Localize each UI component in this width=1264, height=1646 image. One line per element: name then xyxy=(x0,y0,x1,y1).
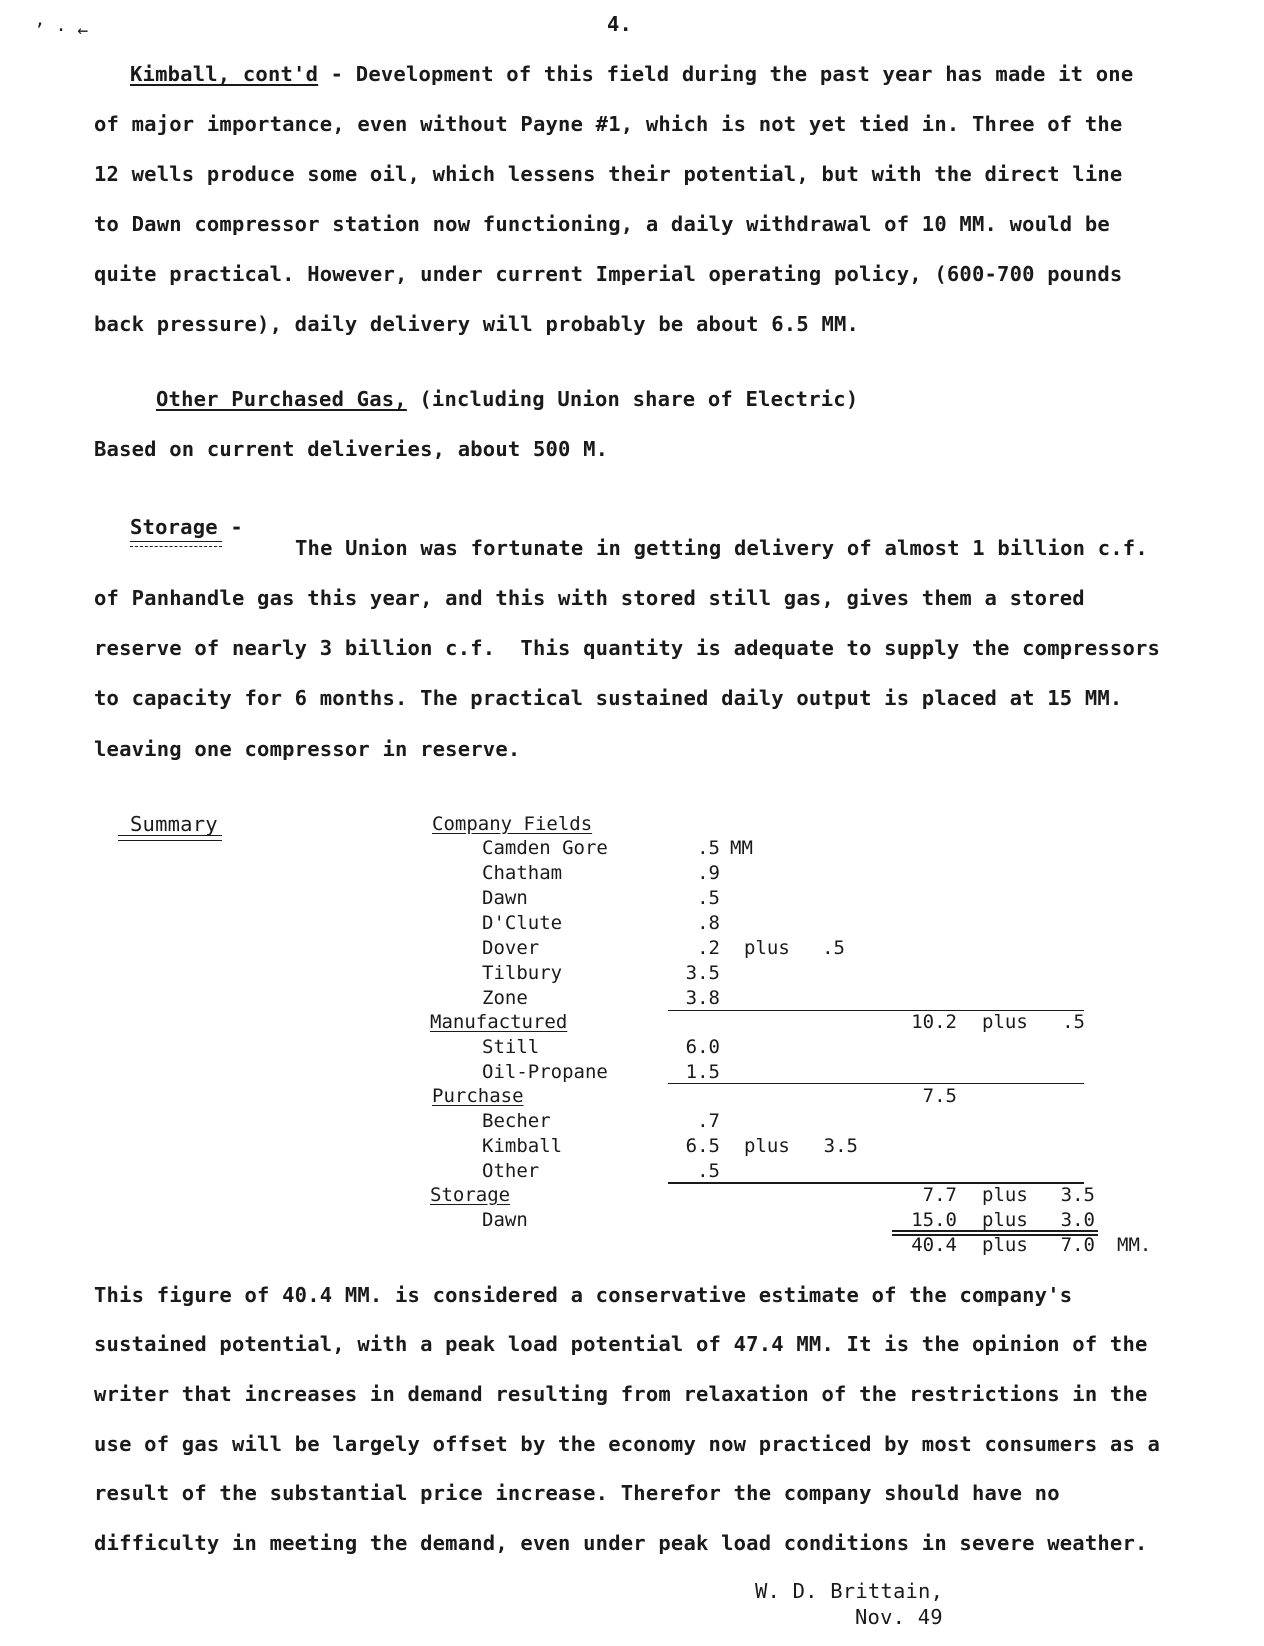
subtotal-plus: plus xyxy=(982,1011,1028,1033)
total-extra: 7.0 xyxy=(1060,1234,1095,1256)
subtotal-value: 7.5 xyxy=(922,1085,957,1107)
other-purchased-line-2: Based on current deliveries, about 500 M. xyxy=(94,437,609,461)
item-name: D'Clute xyxy=(482,912,563,934)
item-extra: .5 xyxy=(822,937,845,959)
item-value: 6.5 xyxy=(685,1135,720,1157)
item-value: .7 xyxy=(697,1110,720,1132)
summary-label: Summary xyxy=(130,812,218,836)
subtotal-value: 15.0 xyxy=(911,1209,957,1231)
total-rule-1 xyxy=(892,1230,1098,1232)
kimball-line-3: 12 wells produce some oil, which lessens their potential, but with the direct line xyxy=(94,162,1123,186)
signature-date: Nov. 49 xyxy=(855,1605,943,1629)
item-value: .9 xyxy=(697,862,720,884)
subtotal-rule xyxy=(668,1083,1084,1084)
storage-line-3: reserve of nearly 3 billion c.f. This quantity is adequate to supply the compressors xyxy=(94,636,1161,660)
conclusion-line-6: difficulty in meeting the demand, even under peak load conditions in severe weather. xyxy=(94,1531,1148,1555)
total-plus: plus xyxy=(982,1234,1028,1256)
subtotal-extra: 3.0 xyxy=(1060,1209,1095,1231)
group-purchase: Purchase xyxy=(432,1085,524,1107)
storage-dash: - xyxy=(217,515,243,539)
storage-line-2: of Panhandle gas this year, and this with stored still gas, gives them a stored xyxy=(94,586,1085,610)
item-value: 1.5 xyxy=(685,1061,720,1083)
item-plus: plus xyxy=(744,937,790,959)
kimball-heading: Kimball, cont'd xyxy=(130,62,319,86)
other-purchased-heading: Other Purchased Gas, xyxy=(156,387,407,411)
other-purchased-line xyxy=(156,387,858,411)
subtotal-extra: .5 xyxy=(1062,1011,1085,1033)
item-plus: plus xyxy=(744,1135,790,1157)
kimball-first-line xyxy=(130,62,1133,86)
conclusion-line-3: writer that increases in demand resulting from relaxation of the restrictions in the xyxy=(94,1382,1148,1406)
item-name: Becher xyxy=(482,1110,551,1132)
storage-heading-line xyxy=(130,515,243,539)
summary-underline-2 xyxy=(118,840,222,841)
item-value: 3.5 xyxy=(685,962,720,984)
total-value: 40.4 xyxy=(911,1234,957,1256)
group-storage: Storage xyxy=(430,1184,511,1206)
margin-marks: ’ · ← xyxy=(34,20,89,41)
conclusion-line-5: result of the substantial price increase. Therefor the company should have no xyxy=(94,1481,1060,1505)
item-name: Camden Gore xyxy=(482,837,608,859)
item-name: Dover xyxy=(482,937,540,959)
kimball-dash: - xyxy=(318,62,356,86)
summary-underline-1 xyxy=(118,835,222,836)
item-name: Zone xyxy=(482,987,528,1009)
group-manufactured: Manufactured xyxy=(430,1011,568,1033)
item-name: Dawn xyxy=(482,887,528,909)
item-name: Dawn xyxy=(482,1209,528,1231)
subtotal-plus: plus xyxy=(982,1184,1028,1206)
conclusion-line-2: sustained potential, with a peak load potential of 47.4 MM. It is the opinion of the xyxy=(94,1332,1148,1356)
signature-name: W. D. Brittain, xyxy=(755,1579,944,1603)
subtotal-value: 10.2 xyxy=(911,1011,957,1033)
subtotal-value: 7.7 xyxy=(922,1184,957,1206)
page-number: 4. xyxy=(607,12,633,36)
storage-heading-underline xyxy=(130,541,222,542)
group-company-fields: Company Fields xyxy=(432,813,593,835)
conclusion-line-1: This figure of 40.4 MM. is considered a conservative estimate of the company's xyxy=(94,1283,1073,1307)
item-extra: 3.5 xyxy=(823,1135,858,1157)
item-value: .5 xyxy=(697,837,720,859)
item-name: Other xyxy=(482,1160,540,1182)
item-value: .2 xyxy=(697,937,720,959)
storage-line-4: to capacity for 6 months. The practical sustained daily output is placed at 15 MM. xyxy=(94,686,1123,710)
item-value: .8 xyxy=(697,912,720,934)
item-value: .5 xyxy=(697,1160,720,1182)
subtotal-extra: 3.5 xyxy=(1060,1184,1095,1206)
item-unit: MM xyxy=(730,837,753,859)
other-purchased-rest: (including Union share of Electric) xyxy=(406,387,859,411)
kimball-line-5: quite practical. However, under current Imperial operating policy, (600-700 pounds xyxy=(94,262,1123,286)
item-name: Oil-Propane xyxy=(482,1061,608,1083)
item-name: Still xyxy=(482,1036,540,1058)
storage-heading: Storage xyxy=(130,515,218,539)
item-name: Chatham xyxy=(482,862,563,884)
kimball-line-1: Development of this field during the past year has made it one xyxy=(355,62,1134,86)
item-name: Tilbury xyxy=(482,962,563,984)
storage-heading-underline-2 xyxy=(130,546,222,547)
conclusion-line-4: use of gas will be largely offset by the economy now practiced by most consumers as a xyxy=(94,1432,1161,1456)
item-value: .5 xyxy=(697,887,720,909)
storage-line-1: The Union was fortunate in getting delivery of almost 1 billion c.f. xyxy=(295,536,1148,560)
kimball-line-6: back pressure), daily delivery will probably be about 6.5 MM. xyxy=(94,312,860,336)
total-unit: MM. xyxy=(1117,1234,1152,1256)
kimball-line-4: to Dawn compressor station now functioning, a daily withdrawal of 10 MM. would be xyxy=(94,212,1110,236)
item-name: Kimball xyxy=(482,1135,563,1157)
item-value: 6.0 xyxy=(685,1036,720,1058)
subtotal-plus: plus xyxy=(982,1209,1028,1231)
storage-line-5: leaving one compressor in reserve. xyxy=(94,737,521,761)
item-value: 3.8 xyxy=(685,987,720,1009)
kimball-line-2: of major importance, even without Payne #1, which is not yet tied in. Three of the xyxy=(94,112,1123,136)
